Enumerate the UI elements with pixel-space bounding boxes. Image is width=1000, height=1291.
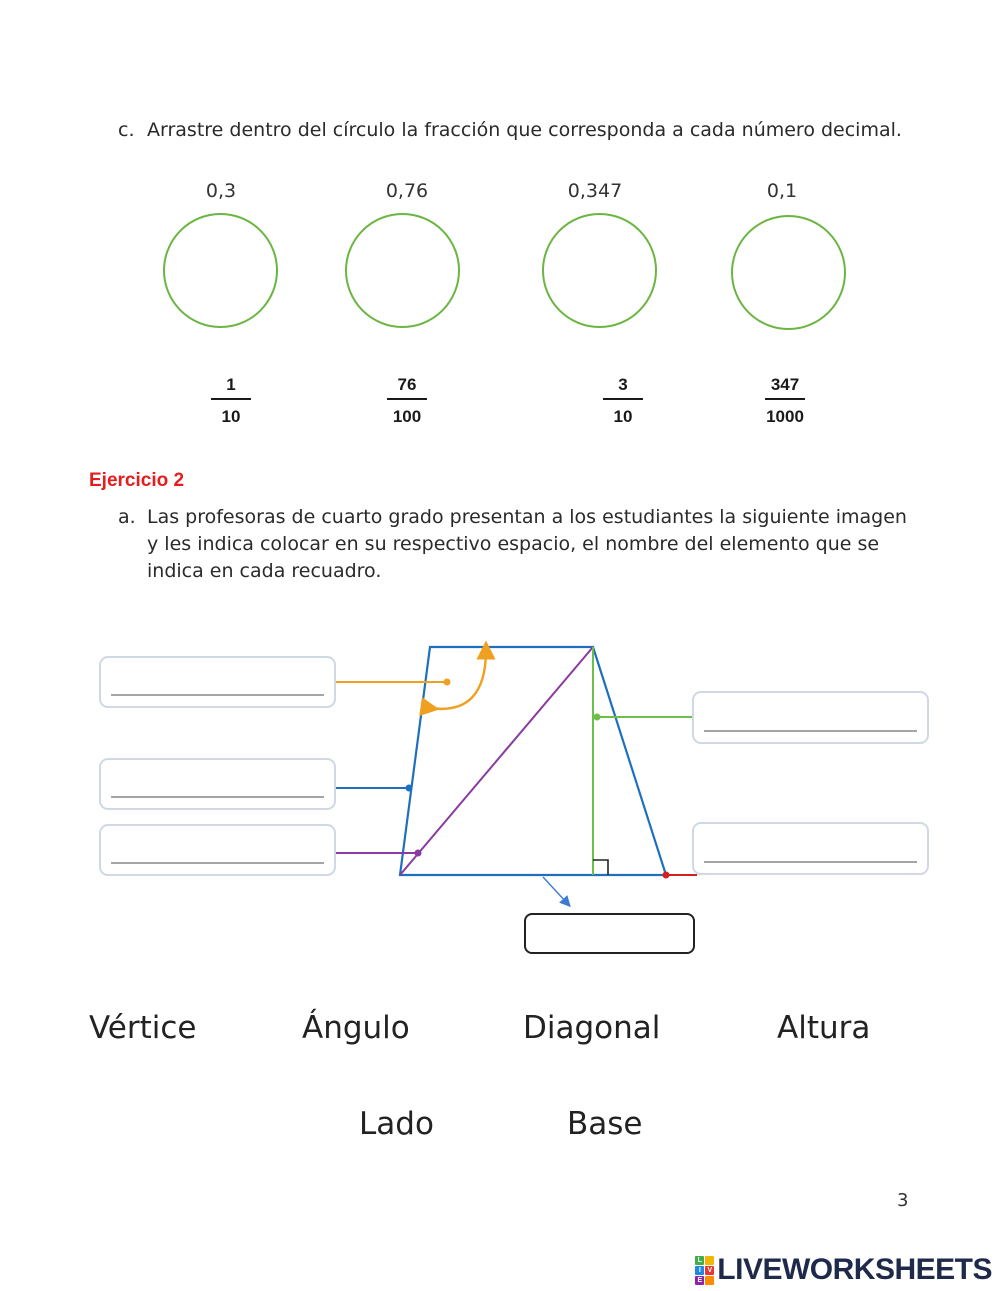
answer-box-side[interactable] <box>99 758 336 810</box>
answer-box-vertex[interactable] <box>692 822 929 875</box>
connector-height-dot <box>594 714 601 721</box>
fraction-numerator: 1 <box>226 375 236 394</box>
answer-box-height[interactable] <box>692 691 929 744</box>
fraction-denominator: 1000 <box>766 406 804 426</box>
fraction-numerator: 3 <box>618 375 628 394</box>
word-lado[interactable]: Lado <box>359 1106 434 1142</box>
instruction-a-text: Las profesoras de cuarto grado presentan a los estudiantes la siguiente imagen y les indica colocar en su respectivo espacio, el nombre del elemento que se indica en cada recuadro. <box>147 506 907 582</box>
logo-block <box>705 1256 714 1265</box>
word-angulo[interactable]: Ángulo <box>302 1010 410 1046</box>
fraction-numerator: 347 <box>770 375 800 394</box>
word-diagonal[interactable]: Diagonal <box>523 1010 661 1046</box>
liveworksheets-logo <box>695 1253 992 1287</box>
logo-block <box>705 1276 714 1285</box>
answer-line <box>704 730 917 732</box>
connector-base-arrow <box>543 877 567 903</box>
angle-arc-icon <box>430 650 486 709</box>
logo-letter: L <box>695 1256 704 1265</box>
logo-wordmark: LIVEWORKSHEETS <box>717 1253 992 1286</box>
answer-box-base[interactable] <box>524 913 695 954</box>
logo-letter: I <box>695 1266 704 1275</box>
fraction-denominator: 100 <box>392 406 422 426</box>
page-number: 3 <box>897 1190 909 1211</box>
answer-line <box>111 694 324 696</box>
answer-box-diagonal[interactable] <box>99 824 336 876</box>
decimal-label-4: 0,1 <box>766 180 798 202</box>
answer-line <box>111 796 324 798</box>
decimal-label-3: 0,347 <box>567 180 623 202</box>
connector-diagonal-dot <box>415 850 422 857</box>
answer-box-angle[interactable] <box>99 656 336 708</box>
connector-angle-dot <box>444 679 451 686</box>
instruction-c-text: Arrastre dentro del círculo la fracción que corresponda a cada número decimal. <box>147 119 902 141</box>
exercise-2-title: Ejercicio 2 <box>89 470 185 491</box>
word-vertice[interactable]: Vértice <box>89 1010 197 1046</box>
logo-letter: V <box>705 1266 714 1275</box>
answer-line <box>111 862 324 864</box>
decimal-label-2: 0,76 <box>385 180 429 202</box>
fraction-numerator: 76 <box>397 375 417 394</box>
connector-side-dot <box>406 785 413 792</box>
decimal-label-1: 0,3 <box>205 180 237 202</box>
fraction-denominator: 10 <box>613 406 633 426</box>
fraction-denominator: 10 <box>221 406 241 426</box>
right-angle-mark <box>593 860 608 875</box>
list-marker-c: c. <box>118 119 135 141</box>
logo-letter: E <box>695 1276 704 1285</box>
word-base[interactable]: Base <box>567 1106 643 1142</box>
logo-mark-icon <box>695 1256 714 1285</box>
answer-line <box>704 861 917 863</box>
word-altura[interactable]: Altura <box>777 1010 871 1046</box>
list-marker-a: a. <box>118 506 136 528</box>
connector-vertex-dot <box>663 872 670 879</box>
